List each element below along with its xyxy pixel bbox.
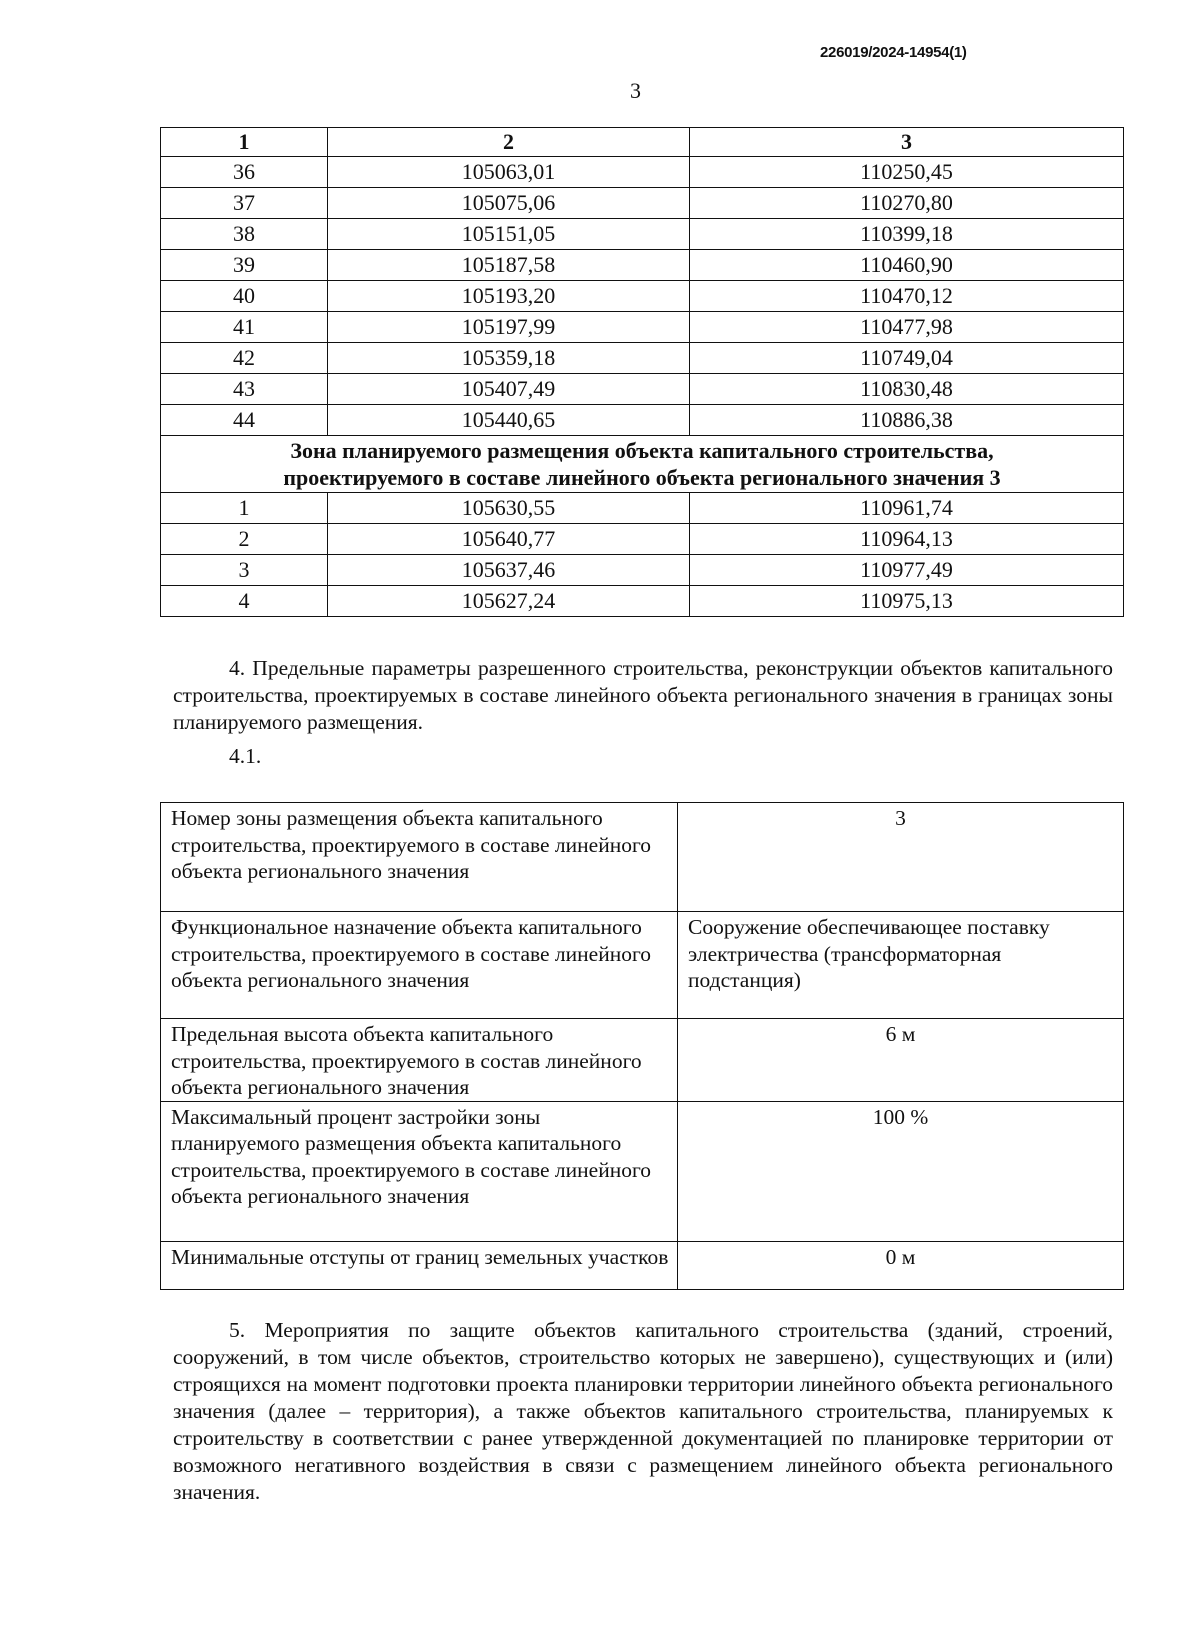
parameter-value: 100 %	[678, 1101, 1124, 1241]
table-row	[161, 405, 1124, 436]
parameter-label: Предельная высота объекта капитального строительства, проектируемого в состав линейного объекта регионального значения	[161, 1019, 678, 1102]
y-coordinate: 110749,04	[690, 343, 1124, 374]
parameter-row	[161, 1019, 1124, 1102]
point-number: 44	[161, 405, 328, 436]
table-row	[161, 157, 1124, 188]
point-number: 4	[161, 586, 328, 617]
parameter-label: Функциональное назначение объекта капитального строительства, проектируемого в составе линейного объекта регионального значения	[161, 912, 678, 1019]
point-number: 1	[161, 493, 328, 524]
x-coordinate: 105630,55	[328, 493, 690, 524]
y-coordinate: 110961,74	[690, 493, 1124, 524]
table-row	[161, 219, 1124, 250]
point-number: 42	[161, 343, 328, 374]
point-number: 2	[161, 524, 328, 555]
y-coordinate: 110975,13	[690, 586, 1124, 617]
point-number: 38	[161, 219, 328, 250]
x-coordinate: 105151,05	[328, 219, 690, 250]
x-coordinate: 105640,77	[328, 524, 690, 555]
point-number: 41	[161, 312, 328, 343]
zone-title-line: Зона планируемого размещения объекта капитального строительства,	[290, 438, 994, 463]
parameter-label: Минимальные отступы от границ земельных участков	[161, 1241, 678, 1289]
parameter-value: 3	[678, 803, 1124, 912]
x-coordinate: 105359,18	[328, 343, 690, 374]
parameter-value: Сооружение обеспечивающее поставку электричества (трансформаторная подстанция)	[678, 912, 1124, 1019]
table-row	[161, 343, 1124, 374]
parameter-label: Номер зоны размещения объекта капитального строительства, проектируемого в составе линейного объекта регионального значения	[161, 803, 678, 912]
point-number: 40	[161, 281, 328, 312]
y-coordinate: 110460,90	[690, 250, 1124, 281]
parameter-value: 0 м	[678, 1241, 1124, 1289]
section-5-paragraph: 5. Мероприятия по защите объектов капитального строительства (зданий, строений, сооружений, в том числе объектов, строительство которых не завершено), существующих и (или) строящихся на момент подготовки проекта планировки территории линейного объекта регионального значения (далее – территория), а также объектов капитального строительства, планируемых к строительству в соответствии с ранее утвержденной документацией по планировке территории от возможного негативного воздействия в связи с размещением линейного объекта регионального значения.	[173, 1318, 1113, 1504]
section-4-1-label: 4.1.	[229, 744, 262, 768]
table-row	[161, 374, 1124, 405]
table-row	[161, 555, 1124, 586]
y-coordinate: 110477,98	[690, 312, 1124, 343]
parameters-table	[160, 802, 1124, 1290]
x-coordinate: 105075,06	[328, 188, 690, 219]
parameter-row	[161, 1241, 1124, 1289]
zone-title-line: проектируемого в составе линейного объекта регионального значения 3	[283, 465, 1001, 490]
table-header-row	[161, 128, 1124, 157]
y-coordinate: 110886,38	[690, 405, 1124, 436]
parameter-row	[161, 803, 1124, 912]
table-row	[161, 586, 1124, 617]
table-row	[161, 312, 1124, 343]
x-coordinate: 105637,46	[328, 555, 690, 586]
zone-title	[161, 436, 1124, 493]
point-number: 39	[161, 250, 328, 281]
zone-title-row	[161, 436, 1124, 493]
column-header: 1	[161, 128, 328, 157]
x-coordinate: 105197,99	[328, 312, 690, 343]
table-row	[161, 281, 1124, 312]
y-coordinate: 110977,49	[690, 555, 1124, 586]
table-row	[161, 524, 1124, 555]
x-coordinate: 105407,49	[328, 374, 690, 405]
point-number: 43	[161, 374, 328, 405]
point-number: 36	[161, 157, 328, 188]
y-coordinate: 110270,80	[690, 188, 1124, 219]
parameter-label: Максимальный процент застройки зоны планируемого размещения объекта капитального строительства, проектируемого в составе линейного объекта регионального значения	[161, 1101, 678, 1241]
column-header: 2	[328, 128, 690, 157]
point-number: 3	[161, 555, 328, 586]
x-coordinate: 105627,24	[328, 586, 690, 617]
x-coordinate: 105187,58	[328, 250, 690, 281]
section-4-paragraph: 4. Предельные параметры разрешенного строительства, реконструкции объектов капитального строительства, проектируемых в составе линейного объекта регионального значения в границах зоны планируемого размещения.	[173, 656, 1113, 734]
y-coordinate: 110830,48	[690, 374, 1124, 405]
x-coordinate: 105193,20	[328, 281, 690, 312]
y-coordinate: 110964,13	[690, 524, 1124, 555]
point-number: 37	[161, 188, 328, 219]
x-coordinate: 105440,65	[328, 405, 690, 436]
parameter-row	[161, 912, 1124, 1019]
column-header: 3	[690, 128, 1124, 157]
y-coordinate: 110250,45	[690, 157, 1124, 188]
coordinates-table	[160, 127, 1124, 617]
y-coordinate: 110470,12	[690, 281, 1124, 312]
table-row	[161, 250, 1124, 281]
x-coordinate: 105063,01	[328, 157, 690, 188]
parameter-row	[161, 1101, 1124, 1241]
y-coordinate: 110399,18	[690, 219, 1124, 250]
parameter-value: 6 м	[678, 1019, 1124, 1102]
table-row	[161, 188, 1124, 219]
document-number: 226019/2024-14954(1)	[820, 44, 967, 61]
page-number: 3	[630, 78, 641, 103]
table-row	[161, 493, 1124, 524]
